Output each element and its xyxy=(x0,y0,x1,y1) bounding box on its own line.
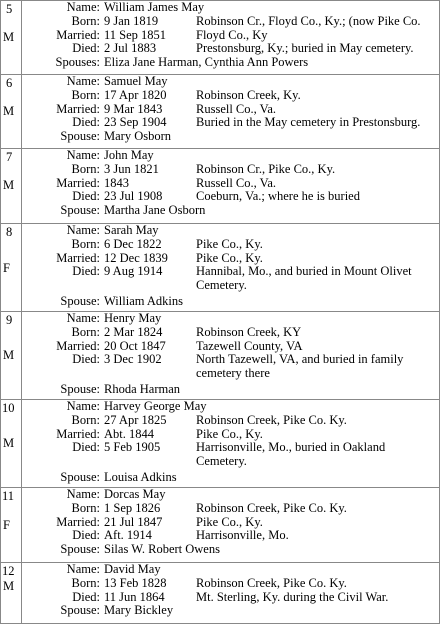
record-sex: M xyxy=(3,178,15,192)
record-sex: M xyxy=(3,104,15,118)
born-label: Born: xyxy=(71,87,100,102)
died-label: Died: xyxy=(72,589,100,604)
record-7 xyxy=(1,149,439,224)
name-label: Name: xyxy=(66,562,100,576)
died-place: North Tazewell, VA, and buried in family xyxy=(196,352,404,367)
married-date: Abt. 1844 xyxy=(104,426,154,441)
died-place: Harrisonville, Mo., buried in Oakland xyxy=(196,440,386,455)
married-place: Pike Co., Ky. xyxy=(196,250,263,265)
died-label: Died: xyxy=(72,41,100,56)
spouse-label: Spouse: xyxy=(60,469,100,484)
spouse-names: Louisa Adkins xyxy=(104,469,177,484)
born-date: 27 Apr 1825 xyxy=(104,412,167,427)
name-label: Name: xyxy=(66,399,100,413)
married-date: 21 Jul 1847 xyxy=(104,514,163,529)
died-date: Aft. 1914 xyxy=(104,528,152,543)
spouse-names: Mary Osborn xyxy=(104,129,172,144)
married-date: 12 Dec 1839 xyxy=(104,250,168,265)
married-label: Married: xyxy=(56,250,100,265)
died-place: Mt. Sterling, Ky. during the Civil War. xyxy=(196,589,389,604)
spouse-label: Spouse: xyxy=(60,381,100,396)
spouse-label: Spouse: xyxy=(60,542,100,557)
record-5 xyxy=(1,1,439,75)
record-12 xyxy=(1,563,439,624)
spouse-label: Spouse: xyxy=(60,293,100,308)
born-place: Robinson Cr., Pike Co., Ky. xyxy=(196,161,336,176)
married-label: Married: xyxy=(56,101,100,116)
died-date: 9 Aug 1914 xyxy=(104,264,163,279)
spouse-names: Mary Bickley xyxy=(104,603,174,618)
record-number: 10 xyxy=(2,401,15,415)
record-11 xyxy=(1,488,439,563)
married-label: Married: xyxy=(56,27,100,42)
spouse-names: Martha Jane Osborn xyxy=(104,203,206,218)
born-date: 13 Feb 1828 xyxy=(104,575,167,590)
married-place: Pike Co., Ky. xyxy=(196,514,263,529)
born-label: Born: xyxy=(71,575,100,590)
married-place: Russell Co., Va. xyxy=(196,101,276,116)
person-name: William James May xyxy=(104,0,205,14)
died-date: 23 Sep 1904 xyxy=(104,115,167,130)
born-date: 9 Jan 1819 xyxy=(104,13,159,28)
name-label: Name: xyxy=(66,311,100,325)
record-sex: M xyxy=(3,30,15,44)
born-place: Robinson Creek, KY xyxy=(196,324,302,339)
spouse-names: Rhoda Harman xyxy=(104,381,181,396)
spouse-names: Eliza Jane Harman, Cynthia Ann Powers xyxy=(104,55,309,70)
died-label: Died: xyxy=(72,528,100,543)
name-label: Name: xyxy=(66,0,100,14)
died-label: Died: xyxy=(72,189,100,204)
person-name: Dorcas May xyxy=(104,487,166,501)
record-9 xyxy=(1,312,439,400)
died-place-continued: Cemetery. xyxy=(196,454,247,469)
died-date: 5 Feb 1905 xyxy=(104,440,161,455)
married-place: Floyd Co., Ky xyxy=(196,27,268,42)
died-label: Died: xyxy=(72,264,100,279)
record-number: 9 xyxy=(6,313,13,327)
name-label: Name: xyxy=(66,223,100,237)
person-name: Harvey George May xyxy=(104,399,207,413)
died-place: Coeburn, Va.; where he is buried xyxy=(196,189,360,204)
died-date: 3 Dec 1902 xyxy=(104,352,162,367)
died-place: Buried in the May cemetery in Prestonsburg. xyxy=(196,115,421,130)
married-place: Pike Co., Ky. xyxy=(196,426,263,441)
married-date: 1843 xyxy=(104,175,129,190)
married-date: 11 Sep 1851 xyxy=(104,27,167,42)
born-place: Robinson Creek, Pike Co. Ky. xyxy=(196,500,347,515)
born-date: 1 Sep 1826 xyxy=(104,500,161,515)
record-10 xyxy=(1,400,439,488)
born-label: Born: xyxy=(71,324,100,339)
person-name: Sarah May xyxy=(104,223,159,237)
died-label: Died: xyxy=(72,352,100,367)
born-label: Born: xyxy=(71,500,100,515)
record-sex: M xyxy=(3,348,15,362)
record-number: 6 xyxy=(6,76,13,90)
record-6 xyxy=(1,75,439,149)
name-label: Name: xyxy=(66,487,100,501)
record-sex: F xyxy=(3,261,10,275)
died-place-continued: cemetery there xyxy=(196,366,270,381)
married-date: 9 Mar 1843 xyxy=(104,101,163,116)
record-number: 7 xyxy=(6,150,13,164)
died-label: Died: xyxy=(72,440,100,455)
born-place: Pike Co., Ky. xyxy=(196,236,263,251)
died-place: Prestonsburg, Ky.; buried in May cemetery. xyxy=(196,41,414,56)
died-place: Harrisonville, Mo. xyxy=(196,528,289,543)
born-label: Born: xyxy=(71,412,100,427)
spouse-names: William Adkins xyxy=(104,293,184,308)
born-label: Born: xyxy=(71,236,100,251)
record-sex: M xyxy=(3,436,15,450)
born-place: Robinson Creek, Ky. xyxy=(196,87,301,102)
died-place: Hannibal, Mo., and buried in Mount Olivet xyxy=(196,264,412,279)
married-label: Married: xyxy=(56,175,100,190)
born-date: 6 Dec 1822 xyxy=(104,236,162,251)
died-date: 23 Jul 1908 xyxy=(104,189,163,204)
record-8 xyxy=(1,224,439,312)
married-place: Tazewell County, VA xyxy=(196,338,303,353)
spouse-names: Silas W. Robert Owens xyxy=(104,542,220,557)
spouse-label: Spouse: xyxy=(60,603,100,618)
born-place: Robinson Creek, Pike Co. Ky. xyxy=(196,575,347,590)
person-name: John May xyxy=(104,148,154,162)
born-place: Robinson Creek, Pike Co. Ky. xyxy=(196,412,347,427)
record-number: 5 xyxy=(6,2,13,16)
died-date: 2 Jul 1883 xyxy=(104,41,157,56)
married-place: Russell Co., Va. xyxy=(196,175,276,190)
record-sex: F xyxy=(3,518,10,532)
born-label: Born: xyxy=(71,161,100,176)
spouse-label: Spouse: xyxy=(60,203,100,218)
record-sex: M xyxy=(3,579,15,593)
born-date: 17 Apr 1820 xyxy=(104,87,167,102)
married-label: Married: xyxy=(56,338,100,353)
person-name: Henry May xyxy=(104,311,162,325)
record-number: 11 xyxy=(2,489,15,503)
died-place-continued: Cemetery. xyxy=(196,278,247,293)
spouse-label: Spouse: xyxy=(60,129,100,144)
record-number: 12 xyxy=(2,564,15,578)
born-date: 3 Jun 1821 xyxy=(104,161,159,176)
married-label: Married: xyxy=(56,514,100,529)
born-place: Robinson Cr., Floyd Co., Ky.; (now Pike Co. xyxy=(196,13,421,28)
died-date: 11 Jun 1864 xyxy=(104,589,165,604)
spouses-label: Spouses: xyxy=(55,55,100,70)
name-label: Name: xyxy=(66,148,100,162)
died-label: Died: xyxy=(72,115,100,130)
person-name: Samuel May xyxy=(104,74,168,88)
name-label: Name: xyxy=(66,74,100,88)
married-date: 20 Oct 1847 xyxy=(104,338,166,353)
person-name: David May xyxy=(104,562,161,576)
born-date: 2 Mar 1824 xyxy=(104,324,163,339)
married-label: Married: xyxy=(56,426,100,441)
born-label: Born: xyxy=(71,13,100,28)
record-number: 8 xyxy=(6,225,13,239)
